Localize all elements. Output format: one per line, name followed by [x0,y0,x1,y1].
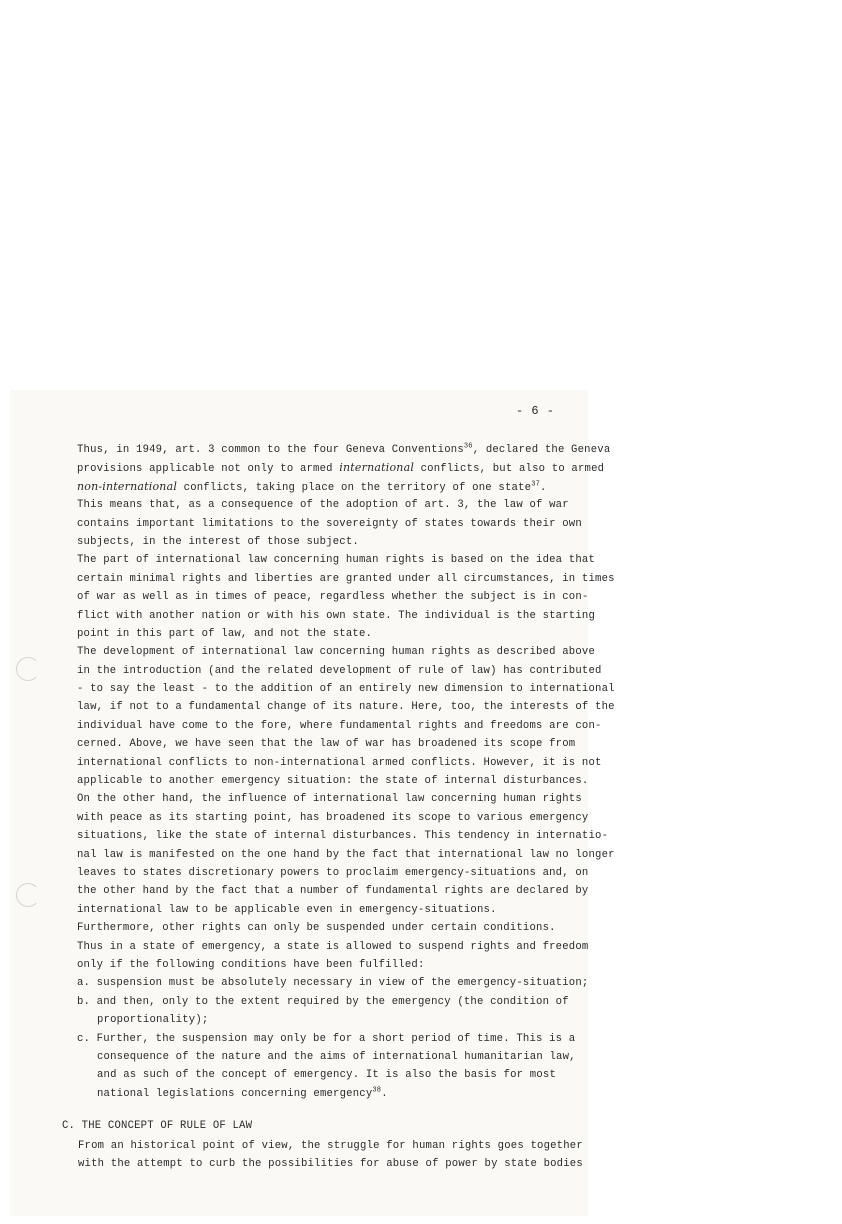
text-line: The development of international law concerning human rights as described above [77,646,596,659]
text-run: conflicts, taking place on the territory of one state [183,481,532,494]
text-run: , declared the Geneva [472,444,611,456]
text-line: point in this part of law, and not the state. [77,627,373,640]
footnote-marker: 37 [531,480,540,489]
paragraph [77,551,615,643]
text-line: proportionality); [97,1014,209,1027]
text-line: consequence of the nature and the aims of international humanitarian law, [97,1050,576,1063]
text-line: Furthermore, other rights can only be suspended under certain conditions. [77,922,556,935]
text-line: situations, like the state of internal disturbances. This tendency in internatio- [77,830,609,843]
text-line: contains important limitations to the sovereignty of states towards their own [77,517,582,530]
text-line [77,441,611,459]
text-line: Thus in a state of emergency, a state is allowed to suspend rights and freedom [77,940,589,953]
punch-hole-mark [16,883,40,907]
list-item [77,974,589,992]
text-line: On the other hand, the influence of international law concerning human rights [77,793,582,806]
text-run: national legislations concerning emergency [97,1087,373,1100]
paragraph [77,441,611,551]
text-line: international conflicts to non-international armed conflicts. However, it is not [77,756,602,769]
text-run: . [540,481,547,494]
paragraph [77,790,615,974]
text-line: law, if not to a fundamental change of its nature. Here, too, the interests of the [77,701,615,714]
text-line: with peace as its starting point, has broadened its scope to various emergency [77,811,589,824]
text-line: with the attempt to curb the possibilities for abuse of power by state bodies [78,1158,583,1171]
text-line: This means that, as a consequence of the adoption of art. 3, the law of war [77,499,569,512]
text-line: international law to be applicable even in emergency-situations. [77,903,497,916]
text-line: individual have come to the fore, where fundamental rights and freedoms are con- [77,719,602,732]
footnote-marker: 36 [463,442,473,451]
text-line: in the introduction (and the related development of rule of law) has contributed [77,664,602,677]
text-line: applicable to another emergency situation: the state of internal disturbances. [77,775,589,788]
text-line: The part of international law concerning human rights is based on the idea that [77,554,596,567]
text-line: of war as well as in times of peace, regardless whether the subject is in con- [77,591,589,604]
text-line [77,478,577,496]
text-line: nal law is manifested on the one hand by the fact that international law no longer [77,848,615,861]
text-line: c. Further, the suspension may only be for a short period of time. This is a [77,1032,576,1045]
section-heading: C. THE CONCEPT OF RULE OF LAW [62,1120,253,1132]
text-line: subjects, in the interest of those subject. [77,535,359,548]
list-item [77,993,577,1030]
footnote-marker: 38 [372,1086,382,1095]
italic-term: international [339,461,415,475]
section-body [78,1137,583,1174]
paragraph [77,643,615,790]
text-run: provisions applicable not only to armed [77,463,340,476]
text-line: - to say the least - to the addition of an entirely new dimension to international [77,683,615,696]
text-line: b. and then, only to the extent required by the emergency (the condition of [77,995,569,1008]
conditions-list [77,974,589,1103]
text-line: flict with another nation or with his own state. The individual is the starting [77,609,596,622]
text-run: conflicts, but also to armed [414,463,605,476]
text-line: certain minimal rights and liberties are granted under all circumstances, in times [77,572,615,585]
italic-term: non-international [77,479,178,493]
text-line: From an historical point of view, the struggle for human rights goes together [78,1140,583,1152]
text-line [77,459,605,477]
text-line: a. suspension must be absolutely necessary in view of the emergency-situation; [77,977,589,990]
page-number: - 6 - [516,404,555,418]
text-line: cerned. Above, we have seen that the law of war has broadened its scope from [77,738,576,751]
text-run: Thus, in 1949, art. 3 common to the four Geneva Conventions [77,444,464,456]
text-line: and as such of the concept of emergency. It is also the basis for most [97,1069,557,1082]
list-item [77,1030,577,1104]
text-line: only if the following conditions have been fulfilled: [77,958,425,971]
text-run: . [381,1087,388,1100]
text-line: leaves to states discretionary powers to proclaim emergency-situations and, on [77,866,589,879]
text-line: the other hand by the fact that a number of fundamental rights are declared by [77,885,589,898]
punch-hole-mark [16,657,40,681]
document-body [77,441,615,1103]
text-line [77,1085,577,1103]
